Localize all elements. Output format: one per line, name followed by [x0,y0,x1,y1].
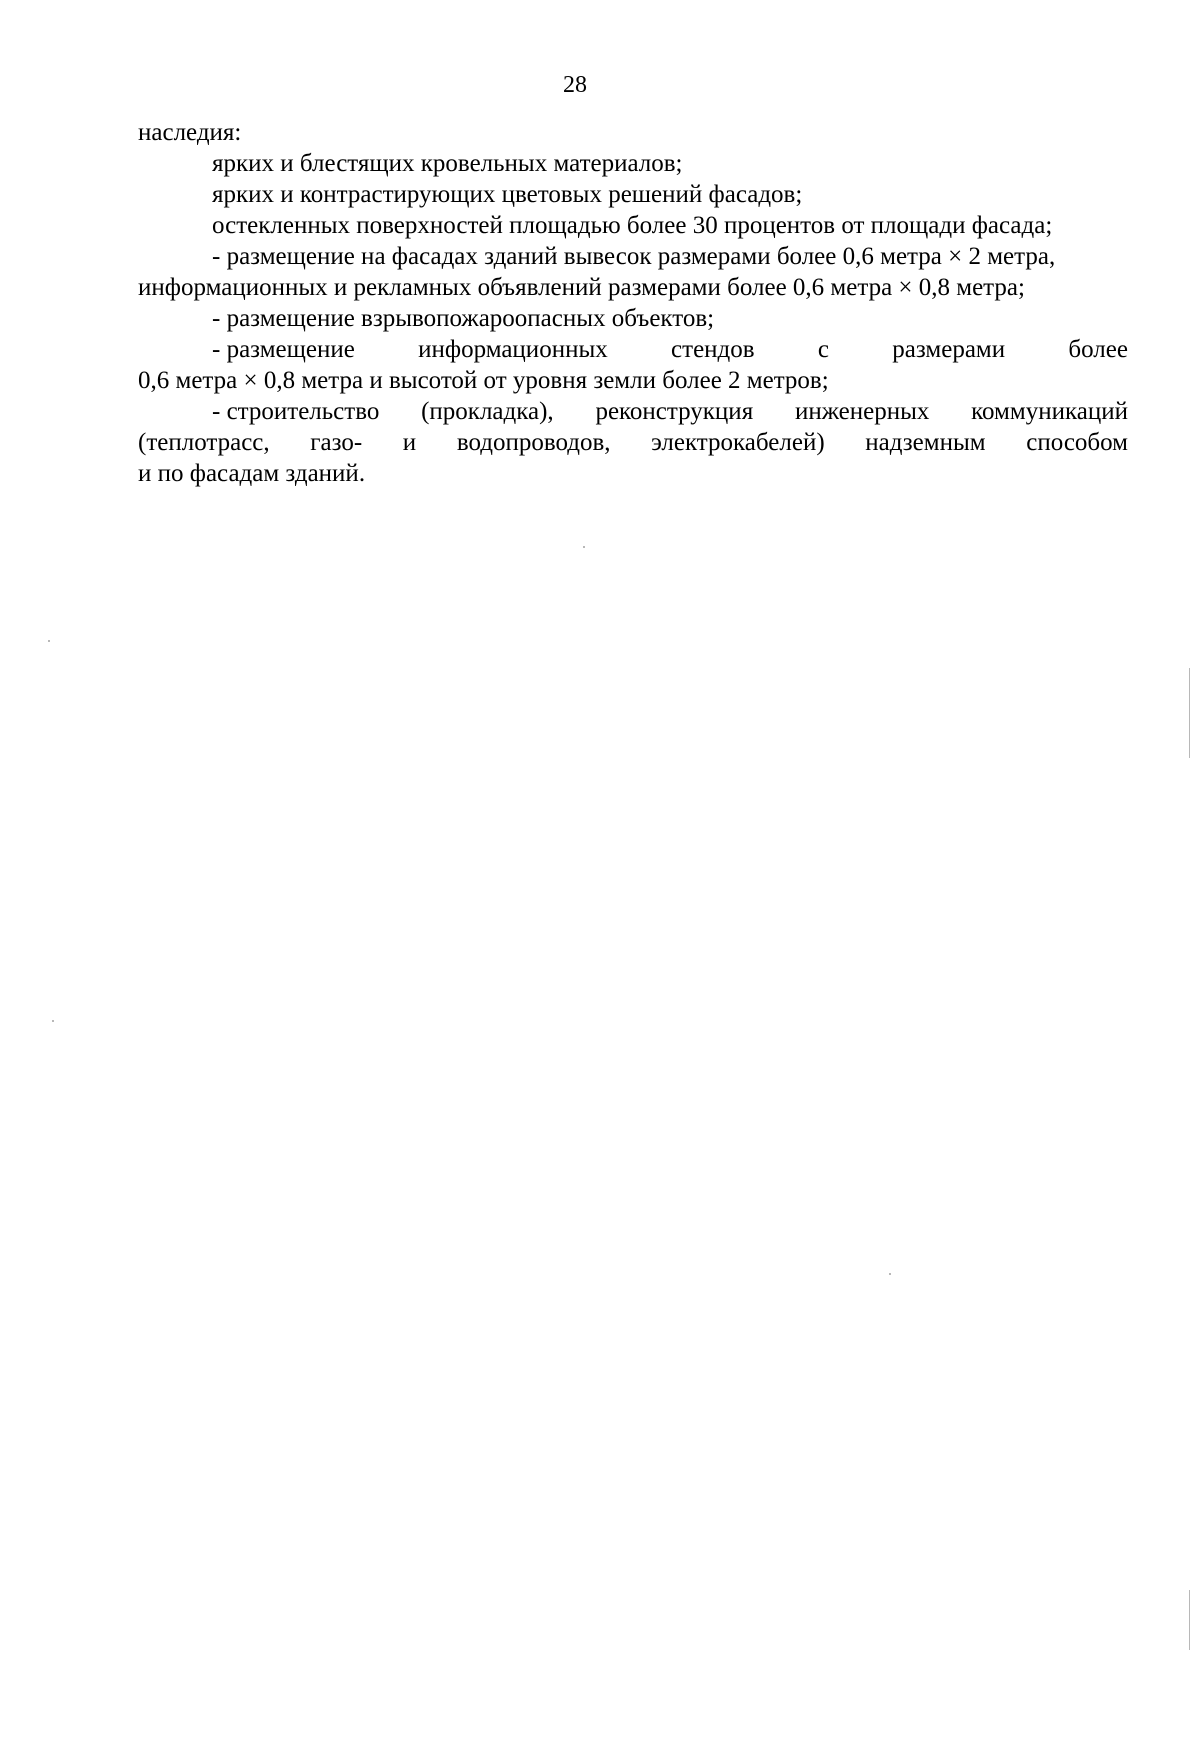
text-line: - размещение на фасадах зданий вывесок размерами более 0,6 метра × 2 метра, [212,243,1056,270]
justified-line [138,396,1128,427]
scan-artifact [52,1020,54,1022]
text-line: - размещение взрывопожароопасных объектов; [212,305,715,332]
text-line: остекленных поверхностей площадью более 30 процентов от площади фасада; [212,212,1053,239]
word: надземным [865,429,986,456]
text-line: ярких и контрастирующих цветовых решений фасадов; [212,181,803,208]
word: с [817,336,829,363]
scan-artifact [583,546,585,548]
word: инженерных [794,398,930,425]
word: более [1068,336,1128,363]
word: размерами [892,336,1006,363]
word: способом [1026,429,1128,456]
word: электрокабелей) [651,429,825,456]
word: газо- [310,429,363,456]
page-number: 28 [563,72,587,98]
scan-artifact [1189,668,1190,758]
scan-artifact [1189,1590,1190,1650]
word: (теплотрасс, [138,429,270,456]
word: информационных [418,336,608,363]
text-line: ярких и блестящих кровельных материалов; [212,150,683,177]
word: и [402,429,417,456]
justified-line [138,334,1128,365]
word: - строительство [212,398,380,425]
scan-artifact [889,1273,891,1275]
word: коммуникаций [971,398,1128,425]
text-line: и по фасадам зданий. [138,460,366,487]
word: стендов [671,336,755,363]
word: водопроводов, [456,429,611,456]
word: (прокладка), [421,398,554,425]
text-line: информационных и рекламных объявлений размерами более 0,6 метра × 0,8 метра; [138,274,1025,301]
justified-line [138,427,1128,458]
scan-artifact [48,640,50,642]
word: реконструкция [595,398,754,425]
word: - размещение [212,336,355,363]
text-line: 0,6 метра × 0,8 метра и высотой от уровня земли более 2 метров; [138,367,829,394]
text-line: наследия: [138,119,242,146]
document-body [138,117,1128,489]
